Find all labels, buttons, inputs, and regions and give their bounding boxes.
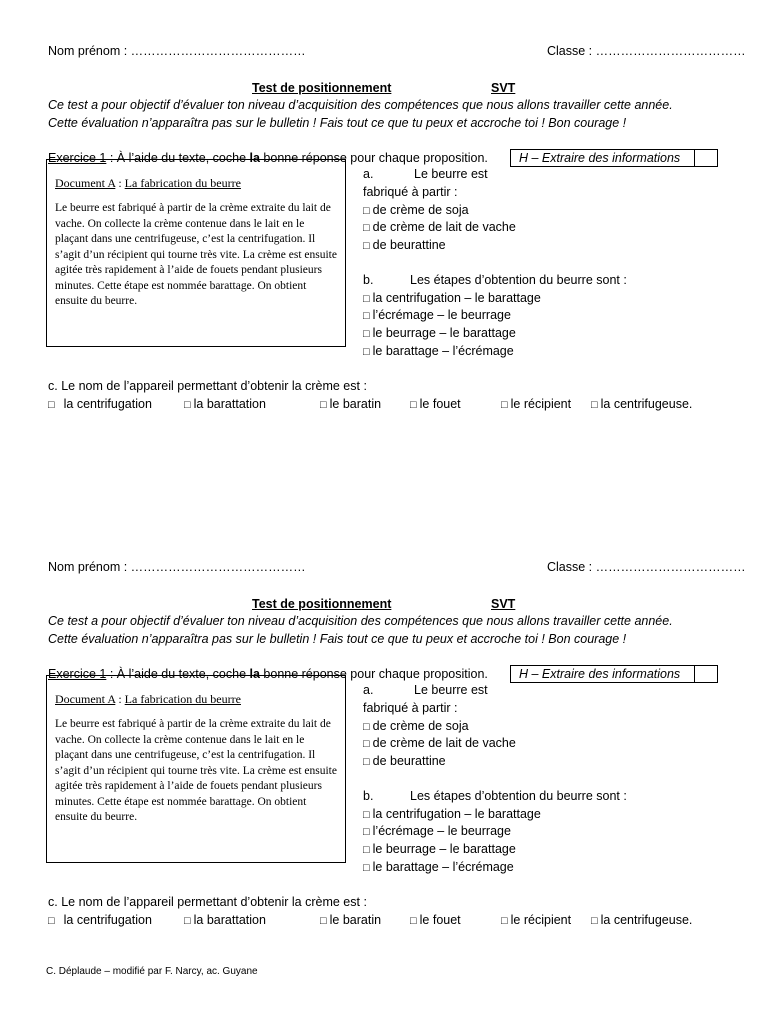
- question-a-option[interactable]: [363, 736, 516, 750]
- instruction-part: bonne réponse pour chaque proposition.: [259, 667, 488, 681]
- option-label: de crème de soja: [372, 203, 469, 217]
- question-b-letter: b.: [363, 273, 374, 287]
- checkbox-icon[interactable]: □: [363, 844, 370, 856]
- document-title: [55, 692, 241, 707]
- checkbox-icon[interactable]: □: [363, 826, 370, 838]
- checkbox-icon[interactable]: □: [501, 915, 508, 927]
- question-b-option[interactable]: [363, 308, 511, 322]
- checkbox-icon[interactable]: □: [591, 915, 598, 927]
- question-b-letter: b.: [363, 789, 374, 803]
- option-label: de beurattine: [372, 238, 446, 252]
- option-label: la centrifugeuse.: [600, 913, 693, 927]
- question-a-letter: a.: [363, 683, 374, 697]
- option-label: le récipient: [510, 397, 572, 411]
- option-label: la barattation: [193, 913, 266, 927]
- subject-label: SVT: [491, 81, 516, 95]
- skill-box: [510, 665, 718, 683]
- question-c-option[interactable]: [501, 397, 571, 411]
- option-label: le barattage – l’écrémage: [372, 860, 514, 874]
- checkbox-icon[interactable]: □: [363, 205, 370, 217]
- option-label: le fouet: [419, 397, 461, 411]
- exercise-label: Exercice 1: [48, 667, 107, 681]
- document-sep: :: [115, 692, 125, 706]
- skill-box: [510, 149, 718, 167]
- test-title: Test de positionnement: [252, 597, 392, 611]
- question-b-option[interactable]: [363, 291, 541, 305]
- checkbox-icon[interactable]: □: [363, 222, 370, 234]
- checkbox-icon[interactable]: □: [363, 809, 370, 821]
- question-a-option[interactable]: [363, 719, 469, 733]
- document-a-box: [46, 159, 346, 347]
- question-c-option[interactable]: [48, 397, 152, 411]
- option-label: de crème de lait de vache: [372, 220, 516, 234]
- skill-score-cell[interactable]: [694, 150, 717, 166]
- instruction-emphasis: la: [249, 667, 260, 681]
- checkbox-icon[interactable]: □: [410, 915, 417, 927]
- question-c-option[interactable]: [501, 913, 571, 927]
- question-a-option[interactable]: [363, 238, 446, 252]
- option-label: l’écrémage – le beurrage: [372, 824, 511, 838]
- class-field-label: Classe : ………………………………: [547, 44, 746, 58]
- option-label: le baratin: [329, 397, 382, 411]
- class-field-label: Classe : ………………………………: [547, 560, 746, 574]
- question-a-stem-cont: fabriqué à partir :: [363, 701, 458, 715]
- question-a-option[interactable]: [363, 220, 516, 234]
- checkbox-icon[interactable]: □: [363, 862, 370, 874]
- question-c-option[interactable]: [184, 913, 266, 927]
- test-sheet-copy-1: [0, 0, 768, 500]
- question-b-option[interactable]: [363, 842, 516, 856]
- question-c-stem: c. Le nom de l’appareil permettant d’obtenir la crème est :: [48, 895, 367, 909]
- intro-line-2: Cette évaluation n’apparaîtra pas sur le bulletin ! Fais tout ce que tu peux et accroche toi ! Bon courage !: [48, 116, 627, 130]
- skill-label: H – Extraire des informations: [519, 151, 681, 165]
- question-c-option[interactable]: [410, 397, 461, 411]
- option-label: la barattation: [193, 397, 266, 411]
- test-title: Test de positionnement: [252, 81, 392, 95]
- checkbox-icon[interactable]: □: [363, 240, 370, 252]
- question-a-stem-cont: fabriqué à partir :: [363, 185, 458, 199]
- question-c-option[interactable]: [320, 913, 381, 927]
- intro-line-1: Ce test a pour objectif d’évaluer ton niveau d’acquisition des compétences que nous allons travailler cette année.: [48, 98, 673, 112]
- instruction-part: : À l’aide du texte, coche: [106, 151, 250, 165]
- checkbox-icon[interactable]: □: [184, 399, 191, 411]
- question-b-option[interactable]: [363, 824, 511, 838]
- question-c-option[interactable]: [591, 913, 692, 927]
- checkbox-icon[interactable]: □: [48, 915, 55, 927]
- document-title-text: La fabrication du beurre: [124, 176, 241, 190]
- option-label: le baratin: [329, 913, 382, 927]
- name-field-label: Nom prénom : ……………………………………: [48, 44, 306, 58]
- checkbox-icon[interactable]: □: [363, 346, 370, 358]
- question-b-option[interactable]: [363, 326, 516, 340]
- checkbox-icon[interactable]: □: [410, 399, 417, 411]
- checkbox-icon[interactable]: □: [363, 756, 370, 768]
- subject-label: SVT: [491, 597, 516, 611]
- document-a-box: [46, 675, 346, 863]
- option-label: la centrifugeuse.: [600, 397, 693, 411]
- checkbox-icon[interactable]: □: [501, 399, 508, 411]
- question-b-option[interactable]: [363, 860, 514, 874]
- footer-credit: C. Déplaude – modifié par F. Narcy, ac. Guyane: [46, 966, 258, 977]
- document-sep: :: [115, 176, 125, 190]
- option-label: la centrifugation – le barattage: [372, 291, 541, 305]
- document-title-text: La fabrication du beurre: [124, 692, 241, 706]
- checkbox-icon[interactable]: □: [363, 738, 370, 750]
- option-label: le récipient: [510, 913, 572, 927]
- question-a-option[interactable]: [363, 754, 446, 768]
- test-sheet-copy-2: [0, 516, 768, 1016]
- question-c-option[interactable]: [48, 913, 152, 927]
- instruction-emphasis: la: [249, 151, 260, 165]
- option-label: la centrifugation: [63, 397, 152, 411]
- document-text: Le beurre est fabriqué à partir de la crème extraite du lait de vache. On collecte la crème contenue dans le lait en le plaçant dans une centrifugeuse, c’est la centrifugation. Il s’agit d’un récipient qui tourne très vite. La crème est ensuite agitée très rapidement à l’aide de fouets pendant plusieurs minutes. Cette étape est nommée barattage. On obtient ensuite du beurre.: [55, 202, 337, 307]
- exercise-label: Exercice 1: [48, 151, 107, 165]
- question-a-option[interactable]: [363, 203, 469, 217]
- checkbox-icon[interactable]: □: [591, 399, 598, 411]
- option-label: de crème de lait de vache: [372, 736, 516, 750]
- question-c-option[interactable]: [184, 397, 266, 411]
- checkbox-icon[interactable]: □: [363, 310, 370, 322]
- option-label: de beurattine: [372, 754, 446, 768]
- name-field-label: Nom prénom : ……………………………………: [48, 560, 306, 574]
- checkbox-icon[interactable]: □: [363, 328, 370, 340]
- document-text: Le beurre est fabriqué à partir de la crème extraite du lait de vache. On collecte la crème contenue dans le lait en le plaçant dans une centrifugeuse, c’est la centrifugation. Il s’agit d’un récipient qui tourne très vite. La crème est ensuite agitée très rapidement à l’aide de fouets pendant plusieurs minutes. Cette étape est nommée barattage. On obtient ensuite du beurre.: [55, 718, 337, 823]
- document-label: Document A: [55, 176, 116, 190]
- question-c-option[interactable]: [320, 397, 381, 411]
- question-c-option[interactable]: [410, 913, 461, 927]
- question-a-stem: Le beurre est: [414, 683, 488, 697]
- checkbox-icon[interactable]: □: [184, 915, 191, 927]
- question-b-stem: Les étapes d’obtention du beurre sont :: [410, 273, 627, 287]
- question-b-option[interactable]: [363, 344, 514, 358]
- checkbox-icon[interactable]: □: [48, 399, 55, 411]
- question-c-option[interactable]: [591, 397, 692, 411]
- document-title: [55, 176, 241, 191]
- skill-label: H – Extraire des informations: [519, 667, 681, 681]
- option-label: le fouet: [419, 913, 461, 927]
- option-label: l’écrémage – le beurrage: [372, 308, 511, 322]
- option-label: la centrifugation: [63, 913, 152, 927]
- skill-score-cell[interactable]: [694, 666, 717, 682]
- checkbox-icon[interactable]: □: [363, 293, 370, 305]
- question-c-stem: c. Le nom de l’appareil permettant d’obtenir la crème est :: [48, 379, 367, 393]
- instruction-part: bonne réponse pour chaque proposition.: [259, 151, 488, 165]
- intro-line-2: Cette évaluation n’apparaîtra pas sur le bulletin ! Fais tout ce que tu peux et accroche toi ! Bon courage !: [48, 632, 627, 646]
- option-label: le beurrage – le barattage: [372, 842, 516, 856]
- question-a-stem: Le beurre est: [414, 167, 488, 181]
- instruction-part: : À l’aide du texte, coche: [106, 667, 250, 681]
- checkbox-icon[interactable]: □: [363, 721, 370, 733]
- intro-line-1: Ce test a pour objectif d’évaluer ton niveau d’acquisition des compétences que nous allons travailler cette année.: [48, 614, 673, 628]
- option-label: le barattage – l’écrémage: [372, 344, 514, 358]
- question-b-option[interactable]: [363, 807, 541, 821]
- question-b-stem: Les étapes d’obtention du beurre sont :: [410, 789, 627, 803]
- option-label: de crème de soja: [372, 719, 469, 733]
- checkbox-icon[interactable]: □: [320, 399, 327, 411]
- checkbox-icon[interactable]: □: [320, 915, 327, 927]
- option-label: le beurrage – le barattage: [372, 326, 516, 340]
- question-a-letter: a.: [363, 167, 374, 181]
- option-label: la centrifugation – le barattage: [372, 807, 541, 821]
- document-label: Document A: [55, 692, 116, 706]
